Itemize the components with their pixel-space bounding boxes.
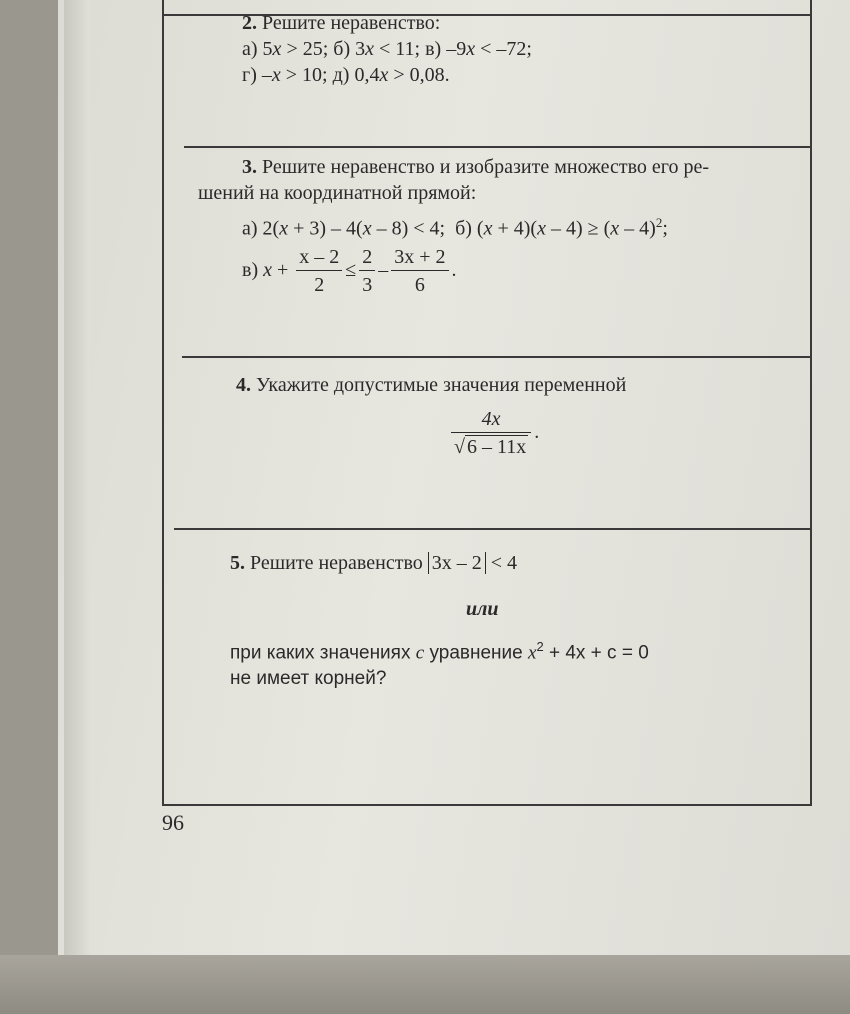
task-5-rhs: < 4 bbox=[485, 552, 518, 574]
task-4-expression bbox=[236, 406, 796, 461]
period: . bbox=[534, 421, 540, 444]
task-3-title-2: шений на координатной прямой: bbox=[198, 182, 477, 204]
variable-x: x bbox=[263, 258, 272, 281]
variable-x: x bbox=[483, 217, 493, 240]
task-3a-label: а) 2( bbox=[242, 217, 280, 240]
fraction-1-denominator: 2 bbox=[314, 273, 325, 296]
question-text-2: уравнение bbox=[424, 642, 528, 664]
fraction-3 bbox=[391, 244, 448, 299]
variable-c: c bbox=[415, 642, 425, 664]
exponent: 2 bbox=[536, 639, 544, 654]
question-text-1: при каких значениях bbox=[230, 642, 416, 664]
row-divider-4 bbox=[174, 528, 810, 530]
variable-x: x bbox=[362, 217, 372, 240]
task-3a-end: – 8) < 4; bbox=[371, 217, 446, 240]
variable-x: x bbox=[610, 217, 620, 240]
task-3c-label: в) bbox=[242, 258, 264, 281]
task-5-title: Решите неравенство bbox=[250, 552, 423, 574]
task-4 bbox=[236, 372, 796, 461]
fraction-2-numerator: 2 bbox=[359, 244, 375, 271]
minus-sign: – bbox=[378, 258, 389, 281]
fraction-2-denominator: 3 bbox=[362, 273, 373, 296]
fraction-3-numerator: 3x + 2 bbox=[391, 244, 448, 271]
task-3-number: 3. bbox=[242, 156, 257, 178]
task-2 bbox=[242, 10, 802, 88]
fraction-2 bbox=[359, 244, 375, 299]
task-5-question-line-1 bbox=[230, 634, 790, 666]
plus-sign: + bbox=[272, 258, 294, 281]
task-3b-mid-1: + 4)( bbox=[492, 217, 538, 240]
task-3-title-1: Решите неравенство и изобразите множество его ре- bbox=[262, 156, 710, 178]
task-3-heading-line-1 bbox=[198, 154, 798, 180]
task-4-number: 4. bbox=[236, 374, 251, 396]
task-2-e-text: > 10; д) 0,4 bbox=[280, 64, 380, 86]
variable-x: x bbox=[365, 38, 374, 60]
variable-x: x bbox=[537, 217, 546, 240]
task-2-line-2 bbox=[242, 62, 802, 88]
variable-x: x bbox=[466, 38, 476, 60]
task-3b-end: – 4) bbox=[619, 217, 656, 240]
fraction-3-denominator: 6 bbox=[414, 273, 425, 296]
task-2-c-text: < 11; в) –9 bbox=[374, 38, 467, 60]
row-divider-3 bbox=[182, 356, 810, 358]
task-4-heading bbox=[236, 372, 796, 398]
task-4-numerator: 4x bbox=[451, 406, 531, 433]
task-3 bbox=[198, 154, 798, 299]
exponent: 2 bbox=[655, 215, 663, 230]
task-2-b-text: > 25; б) 3 bbox=[281, 38, 366, 60]
task-3b-label: б) ( bbox=[455, 217, 484, 240]
task-5 bbox=[230, 550, 790, 692]
page-spine-shadow bbox=[64, 0, 90, 964]
page-number: 96 bbox=[162, 810, 184, 835]
task-2-c-end: < –72; bbox=[475, 38, 532, 60]
task-2-heading bbox=[242, 10, 802, 36]
task-3b-mid-2: – 4) ≥ ( bbox=[545, 217, 611, 240]
task-5-or: или bbox=[466, 598, 499, 620]
equation-rest: + 4x + c = 0 bbox=[543, 642, 649, 664]
variable-x: x bbox=[279, 217, 289, 240]
task-5-question-line-2: не имеет корней? bbox=[230, 668, 387, 690]
page-bottom-shadow bbox=[0, 955, 850, 1014]
le-sign: ≤ bbox=[345, 258, 357, 281]
variable-x: x bbox=[379, 64, 389, 86]
task-2-d-text: г) – bbox=[242, 64, 272, 86]
fraction-1 bbox=[296, 244, 342, 299]
task-2-title: Решите неравенство: bbox=[262, 12, 441, 34]
task-3a-mid: + 3) – 4( bbox=[288, 217, 363, 240]
task-3-line-c bbox=[198, 244, 798, 299]
task-2-number: 2. bbox=[242, 12, 257, 34]
period: . bbox=[451, 258, 457, 281]
task-4-fraction bbox=[451, 406, 531, 461]
task-2-e-end: > 0,08. bbox=[388, 64, 450, 86]
task-4-denominator: √ 6 – 11x bbox=[454, 436, 527, 458]
absolute-value-expression: 3x – 2 bbox=[428, 552, 486, 574]
task-3b-semicolon: ; bbox=[662, 217, 668, 240]
task-2-line-1 bbox=[242, 36, 802, 62]
task-2-a-text: а) 5 bbox=[242, 38, 273, 60]
variable-x: x bbox=[528, 642, 537, 664]
task-5-heading bbox=[230, 550, 790, 576]
row-divider-2 bbox=[184, 146, 810, 148]
variable-x: x bbox=[271, 64, 281, 86]
task-4-title: Укажите допустимые значения переменной bbox=[256, 374, 627, 396]
fraction-1-numerator: x – 2 bbox=[296, 244, 342, 271]
task-5-number: 5. bbox=[230, 552, 245, 574]
sqrt-radicand: 6 – 11x bbox=[466, 436, 527, 458]
task-3-line-ab bbox=[198, 210, 798, 242]
variable-x: x bbox=[272, 38, 282, 60]
